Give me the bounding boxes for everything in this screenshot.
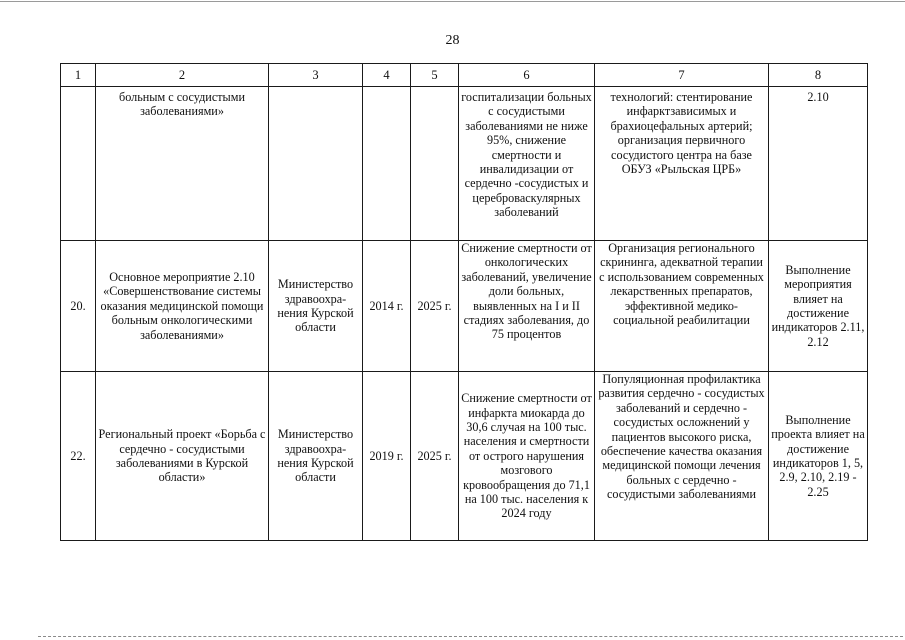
responsible-executor-cell: Министерство здравоохра-нения Курской области bbox=[269, 241, 363, 372]
indicator-link-cell: Выполнение мероприятия влияет на достижение индикаторов 2.11, 2.12 bbox=[769, 241, 868, 372]
indicator-link-cell: 2.10 bbox=[769, 87, 868, 241]
row-index-cell: 22. bbox=[61, 372, 96, 541]
main-directions-cell: Организация регионального скрининга, адекватной терапии с использованием современных лекарственных препаратов, эффективной медико-социальной реабилитации bbox=[595, 241, 769, 372]
activity-name-cell: Региональный проект «Борьба с сердечно - сосудистыми заболеваниями в Курской области» bbox=[96, 372, 269, 541]
expected-result-cell: госпитализации больных с сосудистыми заболеваниями не ниже 95%, снижение смертности и инвалидизации от сердечно -сосудистых и цереброваскулярных заболеваний bbox=[459, 87, 595, 241]
expected-result-cell: Снижение смертности от инфаркта миокарда до 30,6 случая на 100 тыс. населения и смертности от острого нарушения мозгового кровообращения до 71,1 на 100 тыс. населения к 2024 году bbox=[459, 372, 595, 541]
end-year-cell: 2025 г. bbox=[411, 372, 459, 541]
indicator-link-cell: Выполнение проекта влияет на достижение индикаторов 1, 5, 2.9, 2.10, 2.19 - 2.25 bbox=[769, 372, 868, 541]
activity-name-cell: больным с сосудистыми заболеваниями» bbox=[96, 87, 269, 241]
start-year-cell bbox=[363, 87, 411, 241]
end-year-cell bbox=[411, 87, 459, 241]
column-number-1: 1 bbox=[61, 64, 96, 87]
end-year-cell: 2025 г. bbox=[411, 241, 459, 372]
row-index-cell bbox=[61, 87, 96, 241]
start-year-cell: 2014 г. bbox=[363, 241, 411, 372]
column-number-3: 3 bbox=[269, 64, 363, 87]
row-index-cell: 20. bbox=[61, 241, 96, 372]
activity-name-cell: Основное мероприятие 2.10 «Совершенствование системы оказания медицинской помощи больным онкологическими заболеваниями» bbox=[96, 241, 269, 372]
expected-result-cell: Снижение смертности от онкологических заболеваний, увеличение доли больных, выявленных на I и II стадиях заболевания, до 75 процентов bbox=[459, 241, 595, 372]
main-directions-cell: Популяционная профилактика развития сердечно - сосудистых заболеваний и сердечно - сосудистых осложнений у пациентов высокого риска, обеспечение качества оказания медицинской помощи лечения больных с сердечно - сосудистыми заболеваниями bbox=[595, 372, 769, 541]
table-row-continued bbox=[61, 87, 868, 241]
program-activities-table bbox=[60, 63, 868, 541]
column-number-8: 8 bbox=[769, 64, 868, 87]
table-header-row bbox=[61, 64, 868, 87]
table-row bbox=[61, 241, 868, 372]
responsible-executor-cell: Министерство здравоохра-нения Курской области bbox=[269, 372, 363, 541]
top-scan-edge bbox=[0, 1, 905, 2]
page-number: 28 bbox=[445, 33, 460, 48]
responsible-executor-cell bbox=[269, 87, 363, 241]
column-number-6: 6 bbox=[459, 64, 595, 87]
column-number-5: 5 bbox=[411, 64, 459, 87]
main-directions-cell: технологий: стентирование инфарктзависимых и брахиоцефальных артерий; организация первичного сосудистого центра на базе ОБУЗ «Рыльская ЦРБ» bbox=[595, 87, 769, 241]
column-number-7: 7 bbox=[595, 64, 769, 87]
column-number-4: 4 bbox=[363, 64, 411, 87]
table-row bbox=[61, 372, 868, 541]
bottom-scan-edge bbox=[38, 636, 903, 637]
start-year-cell: 2019 г. bbox=[363, 372, 411, 541]
column-number-2: 2 bbox=[96, 64, 269, 87]
